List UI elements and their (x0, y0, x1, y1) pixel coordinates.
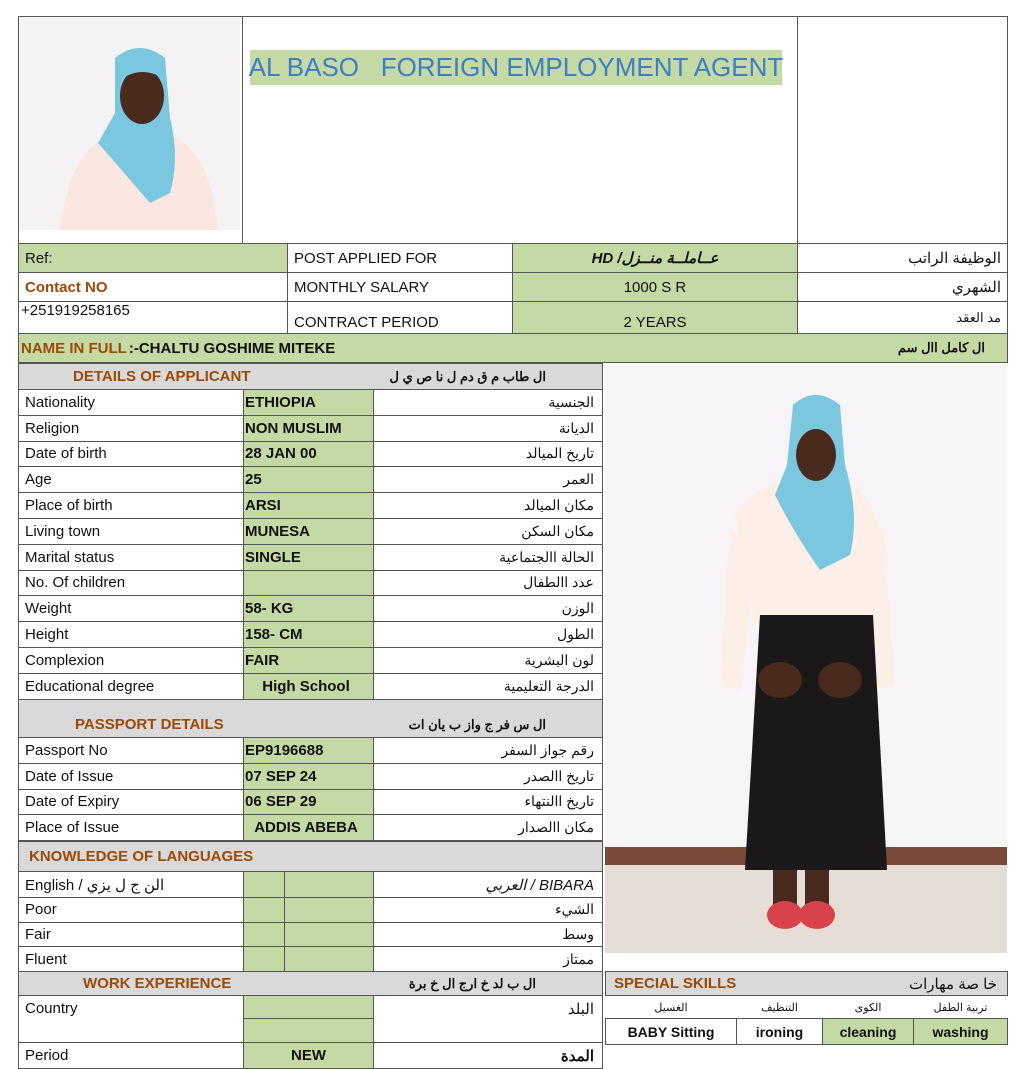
post-value: HD /عــاملــة منــزل (512, 243, 798, 273)
applicant-field-label-ar: الوزن (373, 595, 603, 622)
period-label: Period (18, 1042, 244, 1069)
country-value-1 (243, 995, 374, 1019)
english-level-cell (243, 946, 285, 972)
passport-field-value: 07 SEP 24 (243, 763, 374, 790)
passport-section-title: PASSPORT DETAILS (75, 716, 224, 733)
applicant-field-value: ARSI (243, 492, 374, 519)
agency-title-text: AL BASO FOREIGN EMPLOYMENT AGENT (248, 52, 784, 82)
languages-section-title: KNOWLEDGE OF LANGUAGES (29, 848, 254, 865)
passport-field-label-ar: تاريخ االنتهاء (373, 789, 603, 816)
salary-value: 1000 S R (512, 272, 798, 302)
salary-label: MONTHLY SALARY (287, 272, 513, 302)
skill-item: cleaning (822, 1018, 914, 1045)
applicant-field-label-ar: عدد االطفال (373, 570, 603, 597)
language-level-label-ar: الشيء (373, 897, 603, 923)
language-level-label: Fair (18, 922, 244, 948)
applicant-field-value: 158- CM (243, 621, 374, 648)
language-level-label: Fluent (18, 946, 244, 972)
work-section-title-ar: ال ب لد خ ارج ال خ برة (408, 975, 536, 991)
language-level-label-ar: ممتاز (373, 946, 603, 972)
applicant-field-label: No. Of children (18, 570, 244, 597)
applicant-field-label-ar: الطول (373, 621, 603, 648)
contact-value: +251919258165 (18, 301, 288, 334)
contract-label: CONTRACT PERIOD (287, 301, 513, 334)
applicant-field-value: High School (243, 673, 374, 700)
header-divider-left (242, 16, 243, 244)
skill-item: BABY Sitting (605, 1018, 737, 1045)
applicant-field-label: Height (18, 621, 244, 648)
english-level-cell (284, 946, 374, 972)
country-label: Country (18, 995, 244, 1043)
salary-label-ar: الشهري (797, 272, 1008, 302)
applicant-field-label-ar: تاريخ الميالد (373, 441, 603, 468)
contract-label-ar: مد العقد (797, 301, 1008, 334)
passport-field-label: Date of Issue (18, 763, 244, 790)
applicant-field-label-ar: الجنسية (373, 389, 603, 416)
english-label: English / الن ج ل يزي (18, 871, 244, 898)
applicant-field-label-ar: مكان الميالد (373, 492, 603, 519)
applicant-field-value: NON MUSLIM (243, 415, 374, 442)
applicant-field-value: MUNESA (243, 518, 374, 545)
language-level-label: Poor (18, 897, 244, 923)
passport-field-label-ar: رقم جواز السفر (373, 737, 603, 764)
applicant-field-label-ar: الديانة (373, 415, 603, 442)
applicant-field-value: SINGLE (243, 544, 374, 571)
applicant-section-title: DETAILS OF APPLICANT (73, 368, 251, 385)
applicant-field-value: FAIR (243, 647, 374, 674)
passport-field-value: ADDIS ABEBA (243, 814, 374, 841)
applicant-field-value: 28 JAN 00 (243, 441, 374, 468)
full-name-label-ar: ال كامل اال سم (897, 340, 985, 355)
english-level-cell-1 (243, 871, 285, 898)
contact-label-text: Contact NO (25, 278, 108, 296)
applicant-field-label: Religion (18, 415, 244, 442)
english-level-cell (243, 922, 285, 948)
full-name-label: NAME IN FULL (21, 339, 127, 357)
applicant-field-label: Nationality (18, 389, 244, 416)
applicant-field-label: Date of birth (18, 441, 244, 468)
passport-field-label: Date of Expiry (18, 789, 244, 816)
passport-field-label-ar: تاريخ االصدر (373, 763, 603, 790)
arabic-label: BIBARA / العربي (373, 871, 603, 898)
skill-label-ar: تربية الطفل (933, 1001, 988, 1014)
applicant-full-photo (605, 365, 1007, 953)
english-level-cell (284, 897, 374, 923)
english-level-cell (284, 922, 374, 948)
applicant-field-label: Complexion (18, 647, 244, 674)
passport-field-label: Place of Issue (18, 814, 244, 841)
post-label: POST APPLIED FOR (287, 243, 513, 273)
passport-section-header (18, 699, 603, 738)
full-name-value: :-CHALTU GOSHIME MITEKE (128, 339, 336, 357)
passport-field-value: 06 SEP 29 (243, 789, 374, 816)
skill-item: ironing (736, 1018, 823, 1045)
work-section-header (18, 971, 603, 996)
skills-section-title: SPECIAL SKILLS (614, 975, 737, 992)
work-section-title: WORK EXPERIENCE (83, 975, 232, 992)
country-value-2 (243, 1018, 374, 1043)
skill-item: washing (913, 1018, 1008, 1045)
applicant-field-label-ar: الدرجة التعليمية (373, 673, 603, 700)
skills-section-title-ar: خا صة مهارات (908, 975, 997, 993)
applicant-field-label: Place of birth (18, 492, 244, 519)
ref-label: Ref: (18, 243, 288, 273)
languages-section-header (18, 841, 603, 872)
applicant-field-label-ar: لون البشرية (373, 647, 603, 674)
contact-label (18, 272, 288, 302)
skill-label-ar: الكوى (854, 1001, 882, 1014)
applicant-field-label-ar: العمر (373, 466, 603, 493)
country-label-ar: البلد (373, 995, 603, 1043)
skill-label-ar: التنظيف (761, 1001, 798, 1014)
contract-value: 2 YEARS (512, 301, 798, 334)
applicant-field-label: Age (18, 466, 244, 493)
full-name-row (18, 333, 1008, 363)
applicant-field-value: ETHIOPIA (243, 389, 374, 416)
applicant-field-label: Educational degree (18, 673, 244, 700)
applicant-field-label-ar: مكان السكن (373, 518, 603, 545)
post-label-ar: الوظيفة الراتب (797, 243, 1008, 273)
applicant-field-value: 58- KG (243, 595, 374, 622)
passport-field-label-ar: مكان االصدار (373, 814, 603, 841)
english-level-cell-2 (284, 871, 374, 898)
period-value: NEW (243, 1042, 374, 1069)
passport-field-value: EP9196688 (243, 737, 374, 764)
language-level-label-ar: وسط (373, 922, 603, 948)
applicant-field-value (243, 570, 374, 597)
applicant-field-label: Marital status (18, 544, 244, 571)
applicant-section-header (18, 363, 603, 390)
passport-section-title-ar: ال س فر ج واز ب يان ات (408, 717, 546, 732)
header-divider-right (797, 16, 798, 244)
applicant-section-title-ar: ال طاب م ق دم ل نا ص ي ل (389, 368, 546, 384)
applicant-portrait-photo (20, 18, 240, 230)
applicant-field-label-ar: الحالة االجتماعية (373, 544, 603, 571)
applicant-field-label: Living town (18, 518, 244, 545)
passport-field-label: Passport No (18, 737, 244, 764)
english-level-cell (243, 897, 285, 923)
period-label-ar: المدة (373, 1042, 603, 1069)
applicant-field-value: 25 (243, 466, 374, 493)
applicant-field-label: Weight (18, 595, 244, 622)
skill-label-ar: الغسيل (654, 1001, 688, 1014)
agency-title (250, 50, 782, 85)
skills-section-header (605, 971, 1008, 996)
